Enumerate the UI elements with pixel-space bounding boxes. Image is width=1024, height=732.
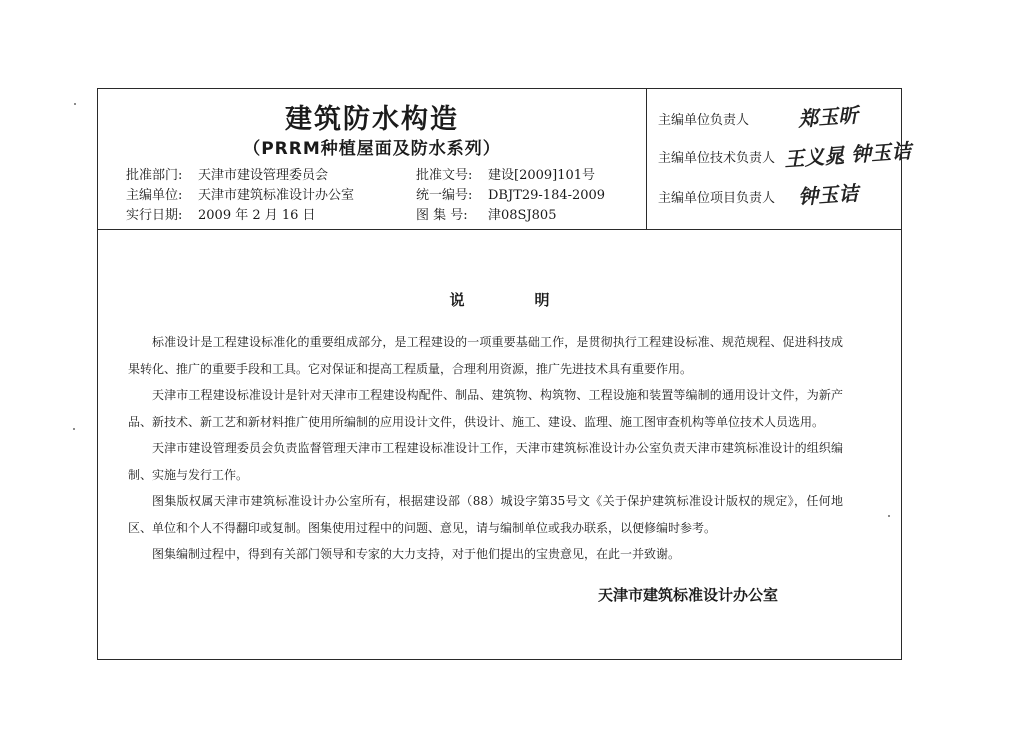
document-title: 建筑防水构造 — [285, 104, 459, 135]
scan-speck — [888, 515, 890, 517]
header-divider-vertical — [646, 89, 647, 229]
meta-label: 实行日期: — [126, 208, 183, 223]
paragraph: 图集版权属天津市建筑标准设计办公室所有，根据建设部（88）城设字第35号文《关于保护建筑标准设计版权的规定》，任何地区、单位和个人不得翻印或复制。图集使用过程中的问题、意见，请与编制单位或我办联系，以便修编时参考。 — [128, 494, 843, 535]
paragraph: 天津市建设管理委员会负责监督管理天津市工程建设标准设计工作，天津市建筑标准设计办公室负责天津市建筑标准设计的组织编制、实施与发行工作。 — [128, 441, 843, 482]
project-head-signature: 钟玉诘 — [797, 180, 859, 210]
project-head-label: 主编单位项目负责人 — [658, 191, 776, 206]
scan-speck — [73, 428, 75, 430]
approval-number — [416, 164, 595, 183]
chief-editor-unit — [126, 184, 354, 203]
document-body — [128, 329, 843, 568]
meta-label: 图 集 号: — [416, 208, 468, 223]
meta-value: 天津市建筑标准设计办公室 — [198, 188, 355, 203]
section-heading: 说明 — [449, 291, 620, 309]
approval-department — [126, 164, 328, 183]
scan-speck — [74, 103, 76, 105]
meta-label: 主编单位: — [126, 188, 183, 203]
meta-label: 统一编号: — [416, 188, 473, 203]
meta-value: 2009 年 2 月 16 日 — [198, 208, 316, 223]
unified-number — [416, 184, 605, 203]
header-divider-horizontal — [98, 229, 901, 230]
effective-date — [126, 204, 316, 223]
unit-head-label: 主编单位负责人 — [658, 113, 750, 128]
meta-label: 批准部门: — [126, 168, 183, 183]
paragraph: 图集编制过程中，得到有关部门领导和专家的大力支持，对于他们提出的宝贵意见，在此一并致谢。 — [152, 547, 681, 561]
technical-head-label: 主编单位技术负责人 — [658, 151, 776, 166]
meta-value: 津08SJ805 — [488, 208, 557, 223]
document-frame — [97, 88, 912, 660]
meta-value: DBJT29-184-2009 — [488, 188, 606, 203]
issuing-organization: 天津市建筑标准设计办公室 — [598, 586, 779, 604]
meta-value: 天津市建设管理委员会 — [198, 168, 329, 183]
atlas-number — [416, 204, 556, 223]
paragraph: 标准设计是工程建设标准化的重要组成部分，是工程建设的一项重要基础工作，是贯彻执行工程建设标准、规范规程、促进科技成果转化、推广的重要手段和工具。它对保证和提高工程质量，合理利用资源，推广先进技术具有重要作用。 — [128, 335, 843, 376]
meta-label: 批准文号: — [416, 168, 473, 183]
unit-head-signature: 郑玉昕 — [797, 102, 859, 132]
meta-value: 建设[2009]101号 — [488, 168, 596, 183]
document-subtitle: （PRRM种植屋面及防水系列） — [243, 139, 501, 159]
technical-head-signature: 王义晁 钟玉诘 — [783, 138, 912, 172]
paragraph: 天津市工程建设标准设计是针对天津市工程建设构配件、制品、建筑物、构筑物、工程设施和装置等编制的通用设计文件，为新产品、新技术、新工艺和新材料推广使用所编制的应用设计文件，供设计、施工、建设、监理、施工图审查机构等单位技术人员选用。 — [128, 388, 843, 429]
